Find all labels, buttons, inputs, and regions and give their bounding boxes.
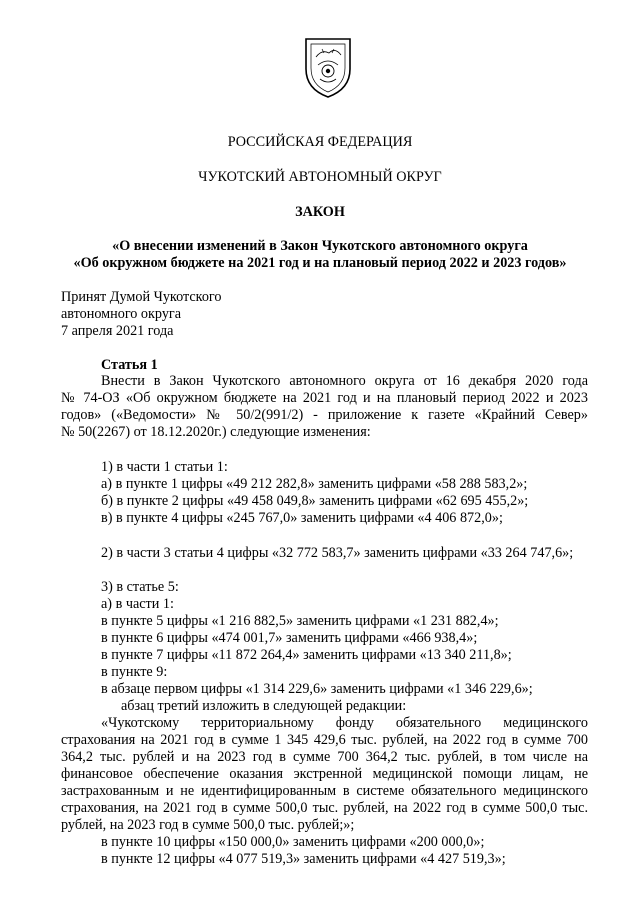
- quote-line-4: финансовое обеспечение оказания экстренной медицинской помощи лицам, не: [61, 766, 588, 782]
- item-2: 2) в части 3 статьи 4 цифры «32 772 583,7» заменить цифрами «33 264 747,6»;: [101, 545, 574, 561]
- item-3-point-9: в пункте 9:: [101, 664, 168, 680]
- quote-line-5: застрахованным и не идентифицированным в системе обязательного медицинского: [61, 783, 588, 799]
- region-name: ЧУКОТСКИЙ АВТОНОМНЫЙ ОКРУГ: [198, 169, 442, 185]
- document-type: ЗАКОН: [295, 204, 345, 220]
- quote-line-3: 364,2 тыс. рублей и на 2023 год в сумме 700 364,2 тыс. рублей, в том числе на: [61, 749, 588, 765]
- quote-line-2: страхования на 2021 год в сумме 1 345 429,6 тыс. рублей, на 2022 год в сумме 700: [61, 732, 588, 748]
- item-3-point-5: в пункте 5 цифры «1 216 882,5» заменить цифрами «1 231 882,4»;: [101, 613, 499, 629]
- adopted-line-2: автономного округа: [61, 306, 182, 322]
- item-3-point-10: в пункте 10 цифры «150 000,0» заменить цифрами «200 000,0»;: [101, 834, 485, 850]
- item-3-point-7: в пункте 7 цифры «11 872 264,4» заменить цифрами «13 340 211,8»;: [101, 647, 512, 663]
- item-3-point-9-para-1: в абзаце первом цифры «1 314 229,6» заменить цифрами «1 346 229,6»;: [101, 681, 533, 697]
- law-title-line-1: «О внесении изменений в Закон Чукотского автономного округа: [112, 238, 528, 254]
- item-3-heading: 3) в статье 5:: [101, 579, 179, 595]
- adopted-line-1: Принят Думой Чукотского: [61, 289, 222, 305]
- item-1-heading: 1) в части 1 статьи 1:: [101, 459, 228, 475]
- quote-line-1: «Чукотскому территориальному фонду обязательного медицинского: [101, 715, 588, 731]
- law-title-line-2: «Об окружном бюджете на 2021 год и на плановый период 2022 и 2023 годов»: [73, 255, 567, 271]
- intro-line-1: Внести в Закон Чукотского автономного округа от 16 декабря 2020 года: [101, 373, 588, 389]
- quote-line-7: рублей, на 2023 год в сумме 500,0 тыс. рублей;»;: [61, 817, 355, 833]
- item-1c: в) в пункте 4 цифры «245 767,0» заменить цифрами «4 406 872,0»;: [101, 510, 503, 526]
- adoption-date: 7 апреля 2021 года: [61, 323, 174, 339]
- article-heading: Статья 1: [101, 357, 158, 373]
- item-1a: а) в пункте 1 цифры «49 212 282,8» заменить цифрами «58 288 583,2»;: [101, 476, 528, 492]
- item-3-point-12: в пункте 12 цифры «4 077 519,3» заменить цифрами «4 427 519,3»;: [101, 851, 506, 867]
- quote-line-6: страхования, на 2021 год в сумме 500,0 тыс. рублей, на 2022 год в сумме 500,0 тыс.: [61, 800, 588, 816]
- intro-line-4: № 50(2267) от 18.12.2020г.) следующие изменения:: [61, 424, 371, 440]
- coat-of-arms-icon: [302, 35, 354, 99]
- item-3-point-9-para-3: абзац третий изложить в следующей редакции:: [121, 698, 407, 714]
- item-3-point-6: в пункте 6 цифры «474 001,7» заменить цифрами «466 938,4»;: [101, 630, 478, 646]
- country-name: РОССИЙСКАЯ ФЕДЕРАЦИЯ: [227, 134, 413, 150]
- intro-line-3: годов» («Ведомости» № 50/2(991/2) - приложение к газете «Крайний Север»: [61, 407, 588, 423]
- item-1b: б) в пункте 2 цифры «49 458 049,8» заменить цифрами «62 695 455,2»;: [101, 493, 529, 509]
- item-3a: а) в части 1:: [101, 596, 174, 612]
- intro-line-2: № 74-ОЗ «Об окружном бюджете на 2021 год и на плановый период 2022 и 2023: [61, 390, 588, 406]
